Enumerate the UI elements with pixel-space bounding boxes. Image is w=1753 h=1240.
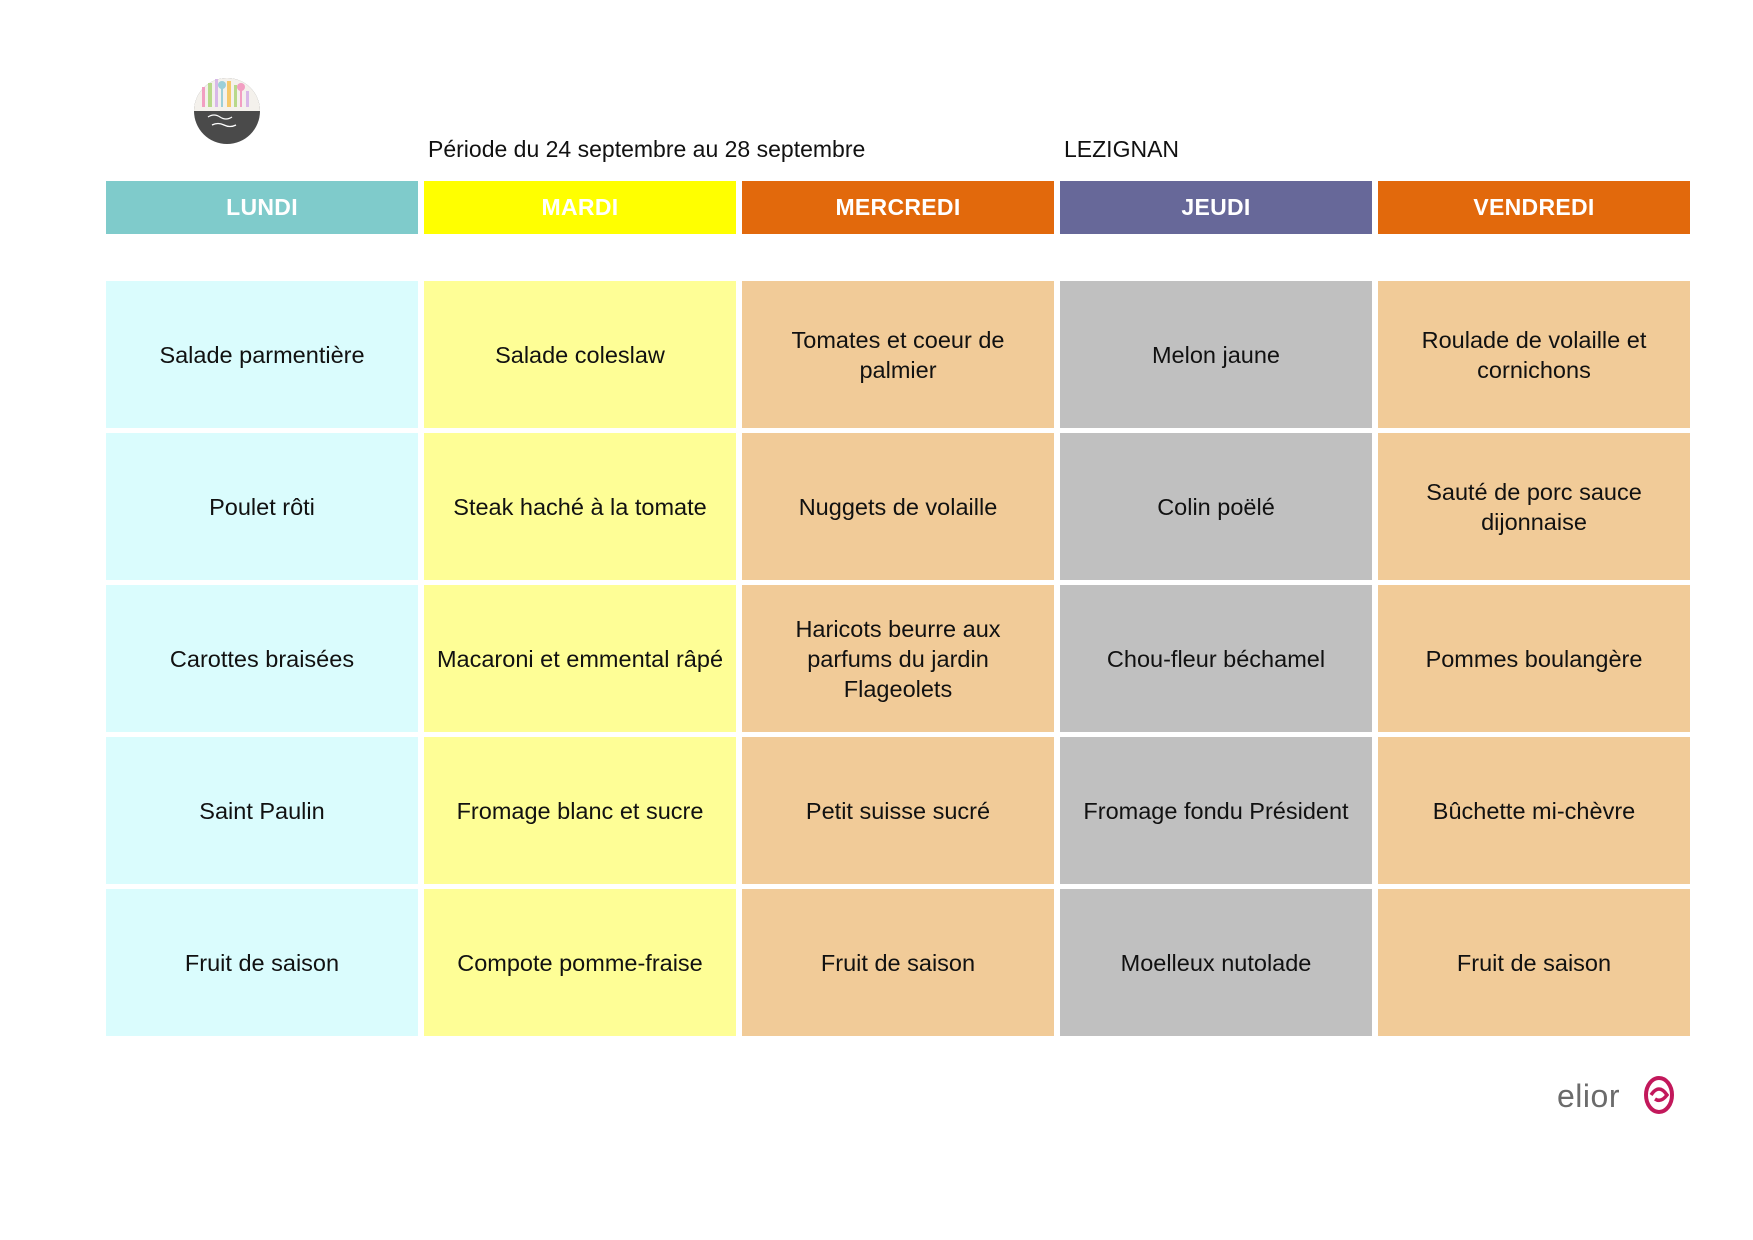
dish-cell: Haricots beurre aux parfums du jardin Flageolets — [742, 585, 1054, 732]
dish-cell: Sauté de porc sauce dijonnaise — [1378, 433, 1690, 580]
dish-cell: Melon jaune — [1060, 281, 1372, 428]
day-header: MARDI — [424, 181, 736, 234]
dish-cell: Tomates et coeur de palmier — [742, 281, 1054, 428]
location-label: LEZIGNAN — [1064, 136, 1180, 162]
day-header: MERCREDI — [742, 181, 1054, 234]
school-logo-icon — [192, 73, 262, 145]
dish-list — [106, 281, 418, 1036]
dish-cell: Nuggets de volaille — [742, 433, 1054, 580]
day-header: LUNDI — [106, 181, 418, 234]
dish-cell: Petit suisse sucré — [742, 737, 1054, 884]
day-column-lundi — [106, 181, 418, 1036]
dish-cell: Carottes braisées — [106, 585, 418, 732]
dish-list — [742, 281, 1054, 1036]
dish-cell: Fruit de saison — [1378, 889, 1690, 1036]
dish-cell: Macaroni et emmental râpé — [424, 585, 736, 732]
dish-cell: Compote pomme-fraise — [424, 889, 736, 1036]
dish-cell: Steak haché à la tomate — [424, 433, 736, 580]
weekly-menu-grid — [106, 181, 1690, 1036]
period-label: Période du 24 septembre au 28 septembre — [428, 136, 866, 162]
dish-cell: Chou-fleur béchamel — [1060, 585, 1372, 732]
elior-wordmark: elior — [1557, 1078, 1620, 1114]
dish-cell: Pommes boulangère — [1378, 585, 1690, 732]
day-column-vendredi — [1378, 181, 1690, 1036]
dish-cell: Moelleux nutolade — [1060, 889, 1372, 1036]
elior-swirl-icon — [1639, 1073, 1679, 1117]
dish-list — [1060, 281, 1372, 1036]
dish-cell: Poulet rôti — [106, 433, 418, 580]
dish-cell: Saint Paulin — [106, 737, 418, 884]
dish-cell: Fromage fondu Président — [1060, 737, 1372, 884]
dish-list — [424, 281, 736, 1036]
dish-cell: Salade coleslaw — [424, 281, 736, 428]
dish-cell: Colin poëlé — [1060, 433, 1372, 580]
day-header: JEUDI — [1060, 181, 1372, 234]
dish-cell: Fruit de saison — [742, 889, 1054, 1036]
dish-cell: Roulade de volaille et cornichons — [1378, 281, 1690, 428]
day-header: VENDREDI — [1378, 181, 1690, 234]
dish-cell: Fromage blanc et sucre — [424, 737, 736, 884]
dish-cell: Fruit de saison — [106, 889, 418, 1036]
day-column-mercredi — [742, 181, 1054, 1036]
dish-list — [1378, 281, 1690, 1036]
dish-cell: Salade parmentière — [106, 281, 418, 428]
day-column-jeudi — [1060, 181, 1372, 1036]
dish-cell: Bûchette mi-chèvre — [1378, 737, 1690, 884]
day-column-mardi — [424, 181, 736, 1036]
